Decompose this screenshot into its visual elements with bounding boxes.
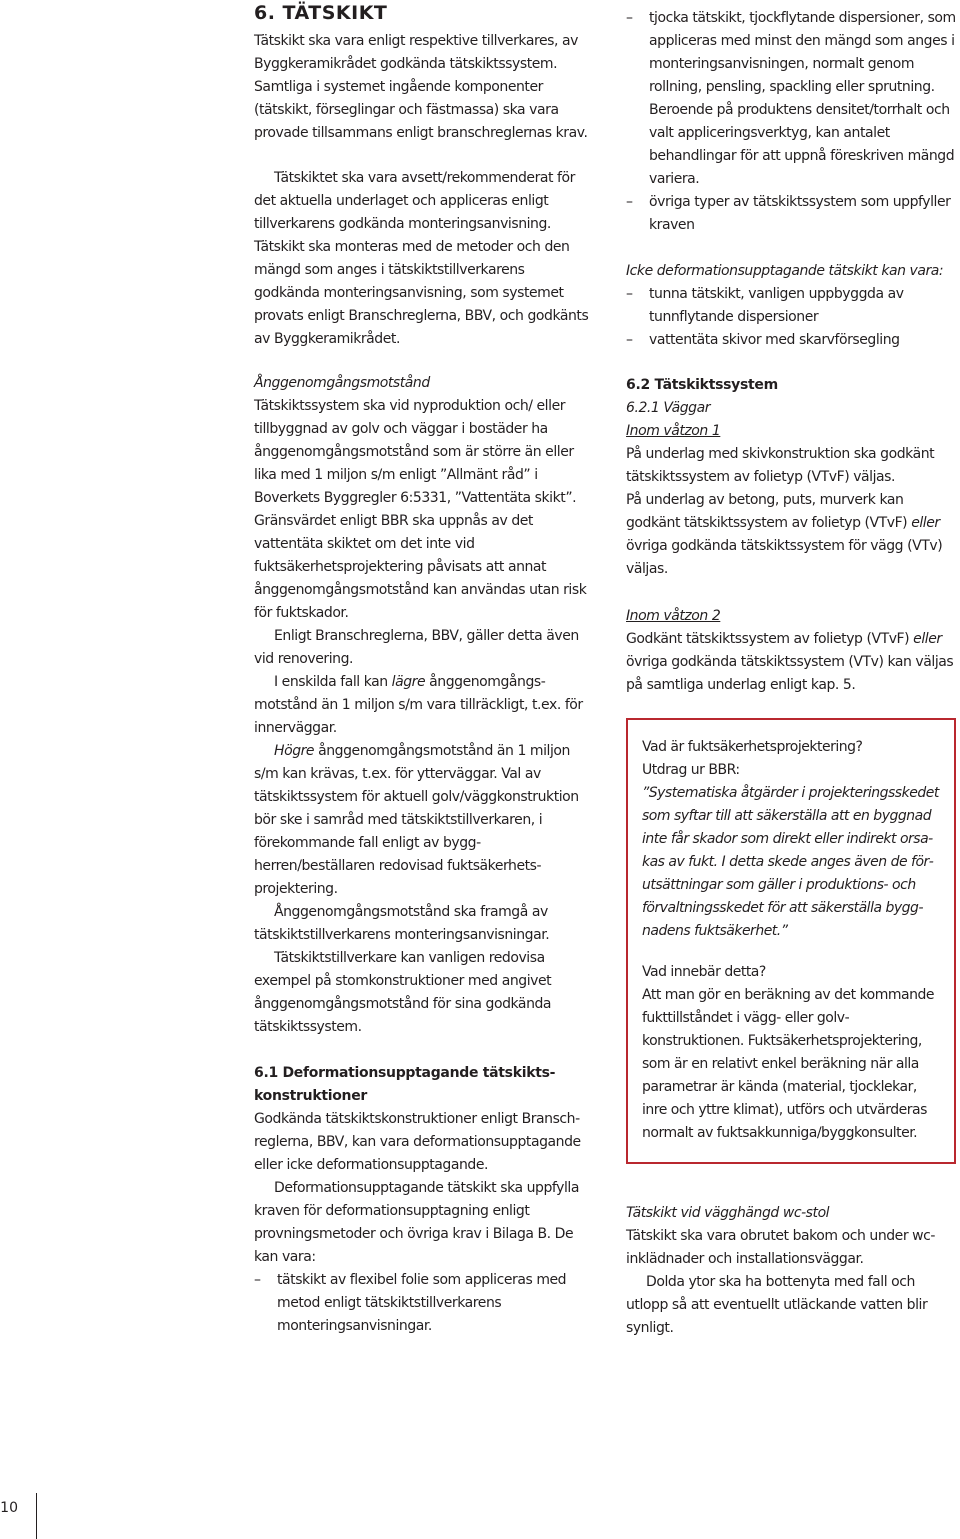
wc-paragraph-2: Dolda ytor ska ha bottenyta med fall och utlopp så att eventuellt utläckande vatten blir synligt. <box>626 1274 928 1336</box>
wc-heading: Tätskikt vid vägghängd wc-stol <box>626 1205 830 1221</box>
wet-zone-1-paragraph-2: På underlag av betong, puts, murverk kan godkänt tätskiktssystem av folietyp (VTvF) eller övriga godkända tätskiktssystem för vägg (VTv) väljas. <box>626 492 943 577</box>
section-6-2 <box>626 374 960 581</box>
vapor-paragraph-4: Högre ånggenomgångsmotstånd än 1 miljon s/m kan krävas, t.ex. för ytterväggar. Val av tätskiktssystem för aktuell golv/väggkonstruktion bör ske i samråd med tätskiktstillverkaren, i förekommande fall enligt av byggherren/beställaren redovisad fuktsäkerhetsprojektering. <box>254 743 579 897</box>
wc-section <box>626 1202 960 1340</box>
vapor-section <box>254 372 589 1039</box>
deformation-paragraph-2: Deformationsupptagande tätskikt ska uppfylla kraven för deformationsupptagning enligt provningsmetoder och övriga krav i Bilaga B. De kan vara: <box>254 1180 579 1265</box>
non-deformation-heading: Icke deformationsupptagande tätskikt kan vara: <box>626 263 944 279</box>
box-answer: Att man gör en beräkning av det kommande fukttillståndet i vägg- eller golvkonstruktionen. Fuktsäkerhetsprojektering, som är en relativt enkel beräkning när alla parametrar är kända (material, tjocklekar, inre och yttre klimat), utförs och utvärderas normalt av fuktsakkunniga/byggkonsulter. <box>642 987 934 1141</box>
wet-zone-2-paragraph: Godkänt tätskiktssystem av folietyp (VTvF) eller övriga godkända tätskiktssystem (VTv) kan väljas på samtliga underlag enligt kap. 5. <box>626 631 954 693</box>
list-item: – vattentäta skivor med skarvförsegling <box>626 329 960 352</box>
vapor-paragraph-6: Tätskiktstillverkare kan vanligen redovisa exempel på stomkonstruktioner med angivet ånggenomgångsmotstånd för sina godkända tätskiktssystem. <box>254 950 552 1035</box>
page-number: 10 <box>0 1500 18 1516</box>
wet-zone-1-paragraph-1: På underlag med skivkonstruktion ska godkänt tätskiktssystem av folietyp (VTvF) väljas. <box>626 446 935 485</box>
page-number-divider <box>36 1493 37 1539</box>
box-question-1: Vad är fuktsäkerhetsprojektering? <box>642 739 863 755</box>
wet-zone-1-title: Inom våtzon 1 <box>626 423 721 439</box>
vapor-paragraph-1: Tätskiktssystem ska vid nyproduktion och/ eller tillbyggnad av golv och väggar i bostäder ha ånggenomgångsmotstånd som är större än eller lika med 1 miljon s/m enligt ”Allmänt råd” i Boverkets Byggregler 6:5331, ”Vattentäta skikt”. Gränsvärdet enligt BBR ska uppnås av det vattentäta skiktet om det inte vid fuktsäkerhetsprojektering påvisats att annat ånggenomgångsmotstånd kan användas utan risk för fuktskador. <box>254 398 587 621</box>
wc-paragraph-1: Tätskikt ska vara obrutet bakom och under wc-inklädnader och installationsväggar. <box>626 1228 935 1267</box>
deformation-list-continued <box>626 7 960 237</box>
box-question-2: Vad innebär detta? <box>642 964 766 980</box>
list-item: – övriga typer av tätskiktssystem som uppfyller kraven <box>626 191 960 237</box>
section-6-1-heading: 6.1 Deformationsupptagande tätskiktskonstruktioner <box>254 1065 556 1104</box>
section-title: 6. TÄTSKIKT <box>254 2 388 24</box>
subsection-6-2-1-heading: 6.2.1 Väggar <box>626 400 711 416</box>
box-quote: ”Systematiska åtgärder i projekteringsskedet som syftar till att säkerställa att en byggnad inte får skador som direkt eller indirekt orsakas av fukt. I detta skede anges även de förutsättningar som gäller i produktions- och förvaltningsskedet för att säkerställa byggnadens fuktsäkerhet.” <box>642 785 939 939</box>
vapor-paragraph-2: Enligt Branschreglerna, BBV, gäller detta även vid renovering. <box>254 628 579 667</box>
vapor-paragraph-5: Ånggenomgångsmotstånd ska framgå av tätskiktstillverkarens monteringsanvisningar. <box>254 904 550 943</box>
list-item: – tunna tätskikt, vanligen uppbyggda av tunnflytande dispersioner <box>626 283 960 329</box>
box-source-label: Utdrag ur BBR: <box>642 762 740 778</box>
non-deformation-block <box>626 260 960 352</box>
vapor-paragraph-3: I enskilda fall kan lägre ånggenomgångsmotstånd än 1 miljon s/m vara tillräckligt, t.ex. för innerväggar. <box>254 674 583 736</box>
deformation-list <box>254 1269 589 1338</box>
intro-paragraph: Tätskikt ska vara enligt respektive tillverkares, av Byggkeramikrådet godkända tätskiktssystem. Samtliga i systemet ingående komponenter (tätskikt, förseglingar och fästmassa) ska vara provade tillsammans enligt branschreglernas krav. <box>254 33 588 141</box>
vapor-heading: Ånggenomgångsmotstånd <box>254 375 430 391</box>
wet-zone-2-title: Inom våtzon 2 <box>626 608 721 624</box>
section-6-1 <box>254 1062 589 1338</box>
application-paragraph: Tätskiktet ska vara avsett/rekommenderat för det aktuella underlaget och appliceras enligt tillverkarens godkända monteringsanvisning. Tätskikt ska monteras med de metoder och den mängd som anges i tätskiktstillverkarens godkända monteringsanvisning, som systemet provats enligt Branschreglerna, BBV, och godkänts av Byggkeramikrådet. <box>254 170 589 347</box>
section-6-2-heading: 6.2 Tätskiktssystem <box>626 377 778 393</box>
list-item: – tjocka tätskikt, tjockflytande dispersioner, som appliceras med minst den mängd som anges i monteringsanvisningen, normalt genom rollning, pensling, spackling eller sprutning. Beroende på produktens densitet/torrhalt och valt appliceringsverktyg, kan antalet behandlingar för att uppnå föreskriven mängd variera. <box>626 7 960 191</box>
moisture-safety-info-box <box>626 718 956 1164</box>
non-deformation-list <box>626 283 960 352</box>
list-item: – tätskikt av flexibel folie som appliceras med metod enligt tätskiktstillverkarens monteringsanvisningar. <box>254 1269 589 1338</box>
deformation-paragraph-1: Godkända tätskiktskonstruktioner enligt Branschreglerna, BBV, kan vara deformationsupptagande eller icke deformationsupptagande. <box>254 1111 581 1173</box>
wet-zone-2 <box>626 605 960 697</box>
